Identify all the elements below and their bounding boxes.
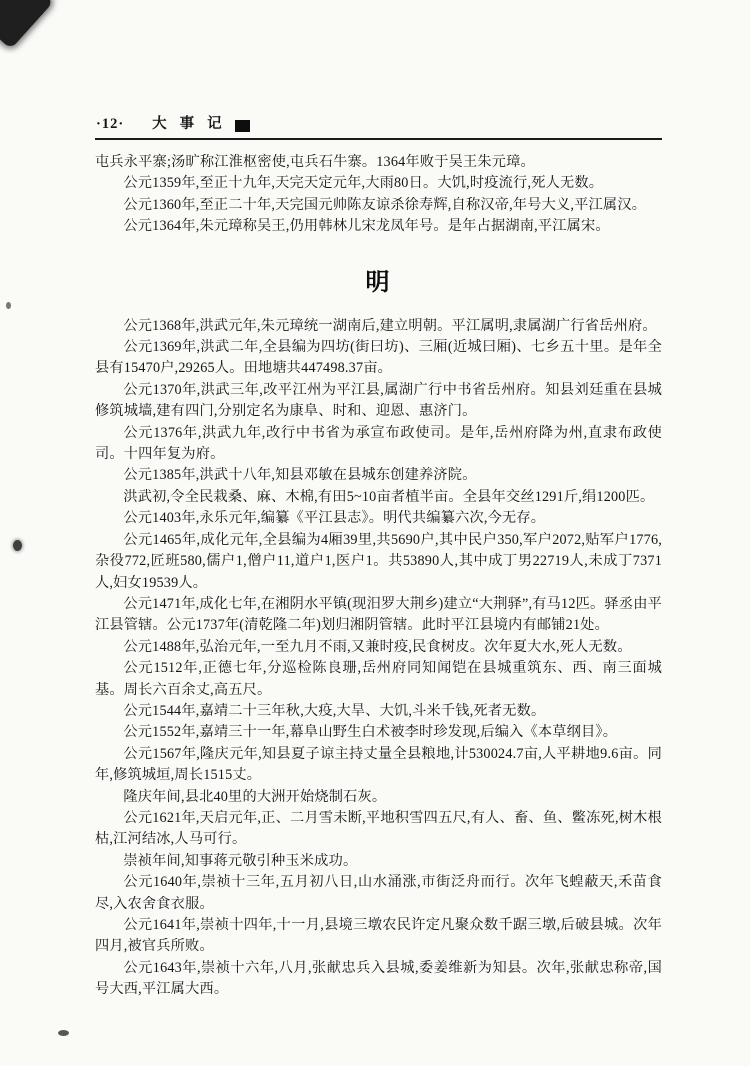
paragraph: 隆庆年间,县北40里的大洲开始烧制石灰。 <box>123 788 387 805</box>
document-body <box>95 152 662 1001</box>
paragraph: 崇祯年间,知事蒋元敬引种玉米成功。 <box>123 852 358 869</box>
page-content-area <box>95 112 662 1001</box>
paragraph: 公元1385年,洪武十八年,知县邓敏在县城东创建养济院。 <box>123 467 477 484</box>
paragraph: 公元1621年,天启元年,正、二月雪未断,平地积雪四五尺,有人、畜、鱼、鳖冻死,树木根枯,江河结冰,人马可行。 <box>95 809 662 848</box>
paragraph: 公元1465年,成化元年,全县编为4厢39里,共5690户,其中民户350,军户2072,贴军户1776,杂役772,匠班580,儒户1,僧户11,道户1,医户1。共53890人,其中成丁男22719人,未成丁7371人,妇女19539人。 <box>95 531 662 591</box>
paragraph: 公元1488年,弘治元年,一至九月不雨,又兼时疫,民食树皮。次年夏大水,死人无数。 <box>123 638 632 655</box>
paragraph: 公元1544年,嘉靖二十三年秋,大疫,大旱、大饥,斗米千钱,死者无数。 <box>123 702 546 719</box>
paragraph: 公元1643年,崇祯十六年,八月,张献忠兵入县城,委姜维新为知县。次年,张献忠称帝,国号大西,平江属大西。 <box>95 959 662 998</box>
paragraph: 公元1364年,朱元璋称吴王,仍用韩林儿宋龙凤年号。是年占据湖南,平江属宋。 <box>123 218 610 235</box>
paragraph: 洪武初,令全民栽桑、麻、木棉,有田5~10亩者植半亩。全县年交丝1291斤,绢1200匹。 <box>123 488 655 505</box>
paragraph: 公元1552年,嘉靖三十一年,幕阜山野生白术被李时珍发现,后编入《本草纲目》。 <box>123 724 618 741</box>
page-title: 大事记 <box>152 116 235 132</box>
pre-heading-paragraphs <box>95 173 662 237</box>
section-heading-ming: 明 <box>365 269 392 296</box>
paragraph-continuation: 屯兵永平寨;汤旷称江淮枢密使,屯兵石牛寨。1364年败于吴王朱元璋。 <box>95 154 535 170</box>
scan-artifact-corner <box>0 0 54 49</box>
ink-mark-icon <box>235 120 250 132</box>
paragraph: 公元1368年,洪武元年,朱元璋统一湖南后,建立明朝。平江属明,隶属湖广行省岳州府。 <box>123 317 657 334</box>
scan-artifact-left-edge-small <box>6 302 11 309</box>
paragraph: 公元1471年,成化七年,在湘阴水平镇(现汨罗大荆乡)建立“大荆驿”,有马12匹。驿丞由平江县管辖。公元1737年(清乾隆二年)划归湘阴管辖。此时平江县境内有邮铺21处。 <box>95 595 662 634</box>
paragraph: 公元1360年,至正二十年,天完国元帅陈友谅杀徐寿辉,自称汉帝,年号大义,平江属汉。 <box>123 196 647 213</box>
paragraph: 公元1359年,至正十九年,天完天定元年,大雨80日。大饥,时疫流行,死人无数。 <box>123 175 604 192</box>
scan-artifact-left-edge <box>13 540 22 551</box>
paragraph: 公元1403年,永乐元年,编纂《平江县志》。明代共编纂六次,今无存。 <box>123 510 546 527</box>
header-rule <box>95 138 662 140</box>
paragraph: 公元1370年,洪武三年,改平江州为平江县,属湖广行中书省岳州府。知县刘廷重在县城修筑城墙,建有四门,分别定名为康阜、时和、迎恩、惠济门。 <box>95 381 662 420</box>
scan-artifact-bottom <box>58 1030 69 1036</box>
page-number: ·12· <box>96 116 125 132</box>
paragraph: 公元1567年,隆庆元年,知县夏子谅主持丈量全县粮地,计530024.7亩,人平耕地9.6亩。同年,修筑城垣,周长1515丈。 <box>95 745 662 784</box>
ming-section-paragraphs <box>95 316 662 1001</box>
paragraph: 公元1376年,洪武九年,改行中书省为承宣布政使司。是年,岳州府降为州,直隶布政使司。十四年复为府。 <box>95 424 662 463</box>
paragraph: 公元1640年,崇祯十三年,五月初八日,山水涌涨,市街泛舟而行。次年飞蝗蔽天,禾苗食尽,入农舍食衣服。 <box>95 874 662 912</box>
page-header <box>95 112 662 138</box>
paragraph: 公元1369年,洪武二年,全县编为四坊(街曰坊)、三厢(近城曰厢)、七乡五十里。是年全县有15470户,29265人。田地塘共447498.37亩。 <box>95 339 662 377</box>
paragraph: 公元1512年,正德七年,分巡检陈良珊,岳州府同知闻铠在县城重筑东、西、南三面城基。周长六百余丈,高五尺。 <box>95 660 662 698</box>
paragraph: 公元1641年,崇祯十四年,十一月,县境三墩农民许定凡聚众数千踞三墩,后破县城。次年四月,被官兵所败。 <box>95 917 662 955</box>
